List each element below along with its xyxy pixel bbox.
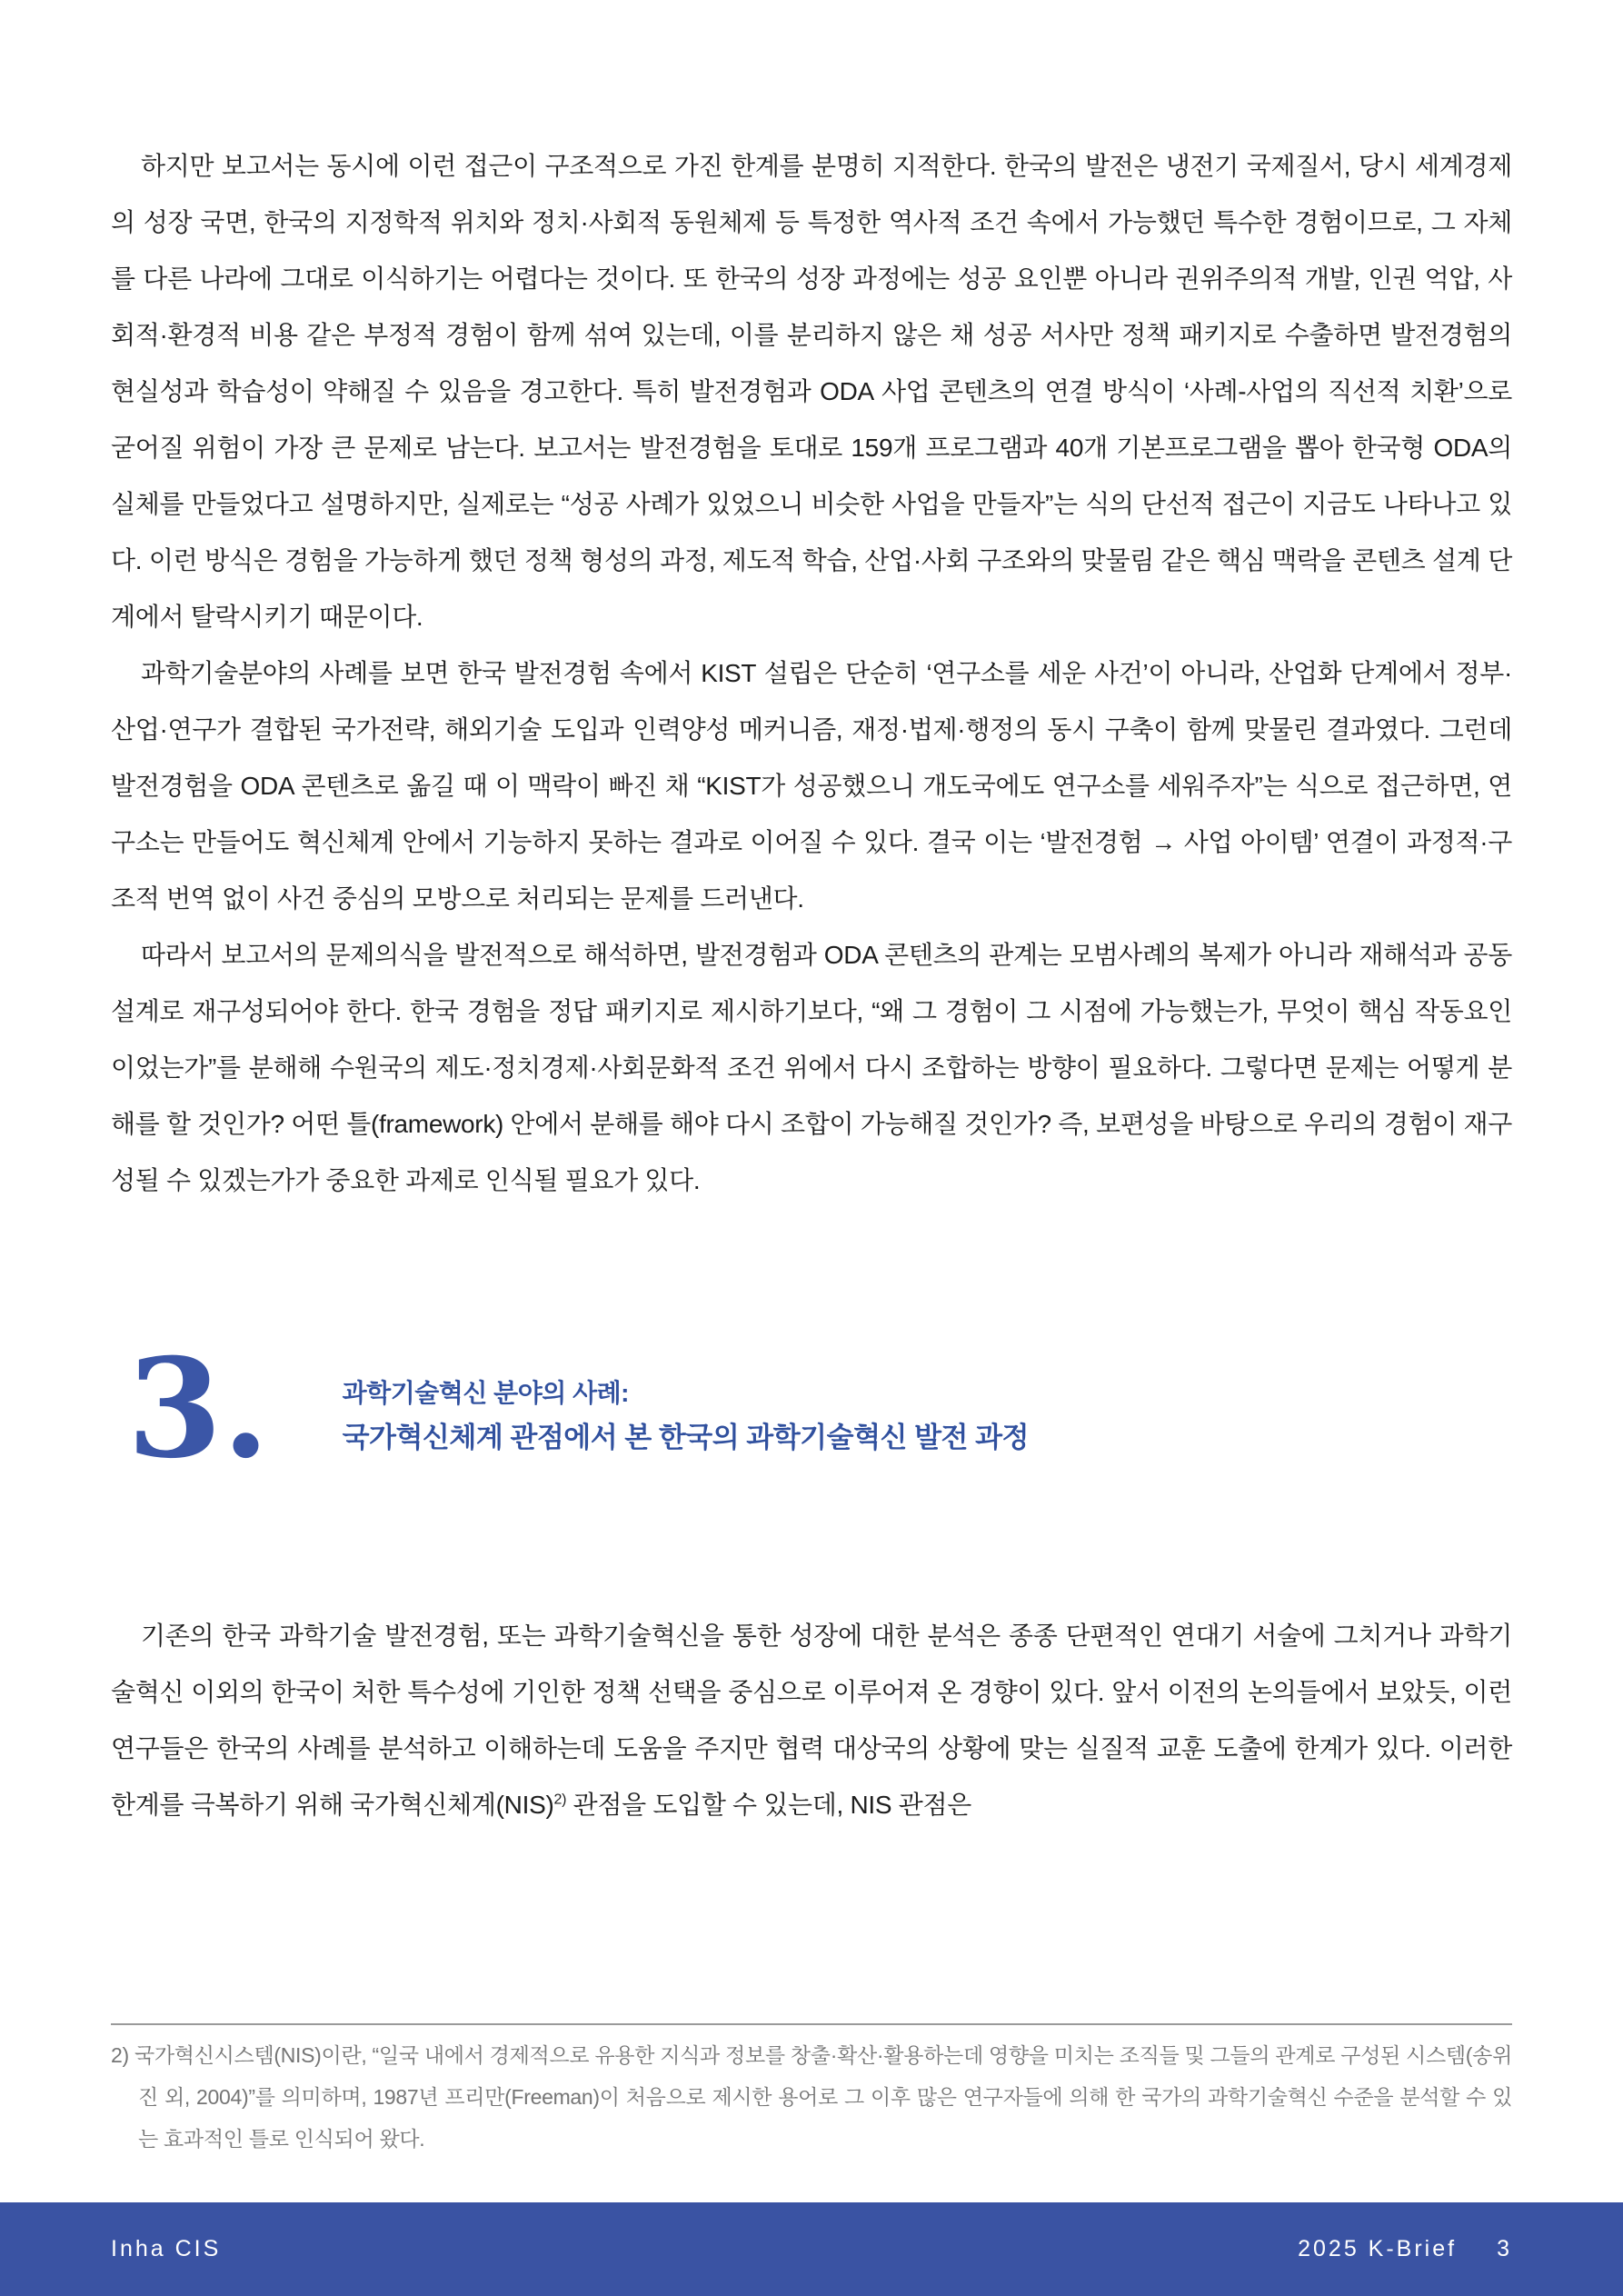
paragraph-limits-of-approach: 하지만 보고서는 동시에 이런 접근이 구조적으로 가진 한계를 분명히 지적한다. 한국의 발전은 냉전기 국제질서, 당시 세계경제의 성장 국면, 한국의 지정학적 위치와 정치·사회적 동원체제 등 특정한 역사적 조건 속에서 가능했던 특수한 경험이므로, 그 자체를 다른 나라에 그대로 이식하기는 어렵다는 것이다. 또 한국의 성장 과정에는 성공 요인뿐 아니라 권위주의적 개발, 인권 억압, 사회적·환경적 비용 같은 부정적 경험이 함께 섞여 있는데, 이를 분리하지 않은 채 성공 서사만 정책 패키지로 수출하면 발전경험의 현실성과 학습성이 약해질 수 있음을 경고한다. 특히 발전경험과 ODA 사업 콘텐츠의 연결 방식이 ‘사례-사업의 직선적 치환’으로 굳어질 위험이 가장 큰 문제로 남는다. 보고서는 발전경험을 토대로 159개 프로그램과 40개 기본프로그램을 뽑아 한국형 ODA의 실체를 만들었다고 설명하지만, 실제로는 “성공 사례가 있었으니 비슷한 사업을 만들자”는 식의 단선적 접근이 지금도 나타나고 있다. 이런 방식은 경험을 가능하게 했던 정책 형성의 과정, 제도적 학습, 산업·사회 구조와의 맞물림 같은 핵심 맥락을 콘텐츠 설계 단계에서 탈락시키기 때문이다. xyxy=(111,152,1512,631)
paragraph-text-after-footnote-ref: 관점을 도입할 수 있는데, NIS 관점은 xyxy=(566,1791,971,1819)
page-footer xyxy=(0,2202,1623,2296)
page-number: 3 xyxy=(1497,2236,1512,2261)
section-number: 3. xyxy=(127,1329,270,1489)
footer-publication: 2025 K-Brief xyxy=(1298,2236,1458,2261)
footnote-divider xyxy=(111,2023,1512,2025)
footer-right-group xyxy=(1298,2236,1512,2262)
footnote-ref-2: 2) xyxy=(553,1792,567,1808)
paragraph-text-before-footnote-ref: 기존의 한국 과학기술 발전경험, 또는 과학기술혁신을 통한 성장에 대한 분석은 종종 단편적인 연대기 서술에 그치거나 과학기술혁신 이외의 한국이 처한 특수성에 기인한 정책 선택을 중심으로 이루어져 온 경향이 있다. 앞서 이전의 논의들에서 보았듯, 이런 연구들은 한국의 사례를 분석하고 이해하는데 도움을 주지만 협력 대상국의 상황에 맞는 실질적 교훈 도출에 한계가 있다. 이러한 한계를 극복하기 위해 국가혁신체계(NIS) xyxy=(111,1622,1512,1819)
footnote-area xyxy=(111,2023,1512,2160)
intro-paragraphs xyxy=(111,138,1512,1209)
paragraph-nis-perspective xyxy=(111,1608,1512,1833)
section-3-intro xyxy=(111,1608,1512,1833)
section-title-line-2: 국가혁신체계 관점에서 본 한국의 과학기술혁신 발전 과정 xyxy=(342,1422,1029,1453)
footnote-2-text: 2) 국가혁신시스템(NIS)이란, “일국 내에서 경제적으로 유용한 지식과 정보를 창출·확산·활용하는데 영향을 미치는 조직들 및 그들의 관계로 구성된 시스템(송위진 외, 2004)”를 의미하며, 1987년 프리만(Freeman)이 처음으로 제시한 용어로 그 이후 많은 연구자들에 의해 한 국가의 과학기술혁신 수준을 분석할 수 있는 효과적인 틀로 인식되어 왔다. xyxy=(111,2043,1512,2151)
section-title-line-1: 과학기술혁신 분야의 사례: xyxy=(342,1379,630,1407)
footer-brand: Inha CIS xyxy=(111,2236,222,2261)
paragraph-kist-example: 과학기술분야의 사례를 보면 한국 발전경험 속에서 KIST 설립은 단순히 ‘연구소를 세운 사건’이 아니라, 산업화 단계에서 정부·산업·연구가 결합된 국가전략, 해외기술 도입과 인력양성 메커니즘, 재정·법제·행정의 동시 구축이 함께 맞물린 결과였다. 그런데 발전경험을 ODA 콘텐츠로 옮길 때 이 맥락이 빠진 채 “KIST가 성공했으니 개도국에도 연구소를 세워주자”는 식으로 접근하면, 연구소는 만들어도 혁신체계 안에서 기능하지 못하는 결과로 이어질 수 있다. 결국 이는 ‘발전경험 → 사업 아이템’ 연결이 과정적·구조적 번역 없이 사건 중심의 모방으로 처리되는 문제를 드러낸다. xyxy=(111,659,1512,913)
paragraph-reinterpretation: 따라서 보고서의 문제의식을 발전적으로 해석하면, 발전경험과 ODA 콘텐츠의 관계는 모범사례의 복제가 아니라 재해석과 공동 설계로 재구성되어야 한다. 한국 경험을 정답 패키지로 제시하기보다, “왜 그 경험이 그 시점에 가능했는가, 무엇이 핵심 작동요인이었는가”를 분해해 수원국의 제도·정치경제·사회문화적 조건 위에서 다시 조합하는 방향이 필요하다. 그렇다면 문제는 어떻게 분해를 할 것인가? 어떤 틀(framework) 안에서 분해를 해야 다시 조합이 가능해질 것인가? 즉, 보편성을 바탕으로 우리의 경험이 재구성될 수 있겠는가가 중요한 과제로 인식될 필요가 있다. xyxy=(111,941,1512,1194)
section-3-heading xyxy=(127,1329,1029,1489)
section-title xyxy=(343,1375,1029,1464)
